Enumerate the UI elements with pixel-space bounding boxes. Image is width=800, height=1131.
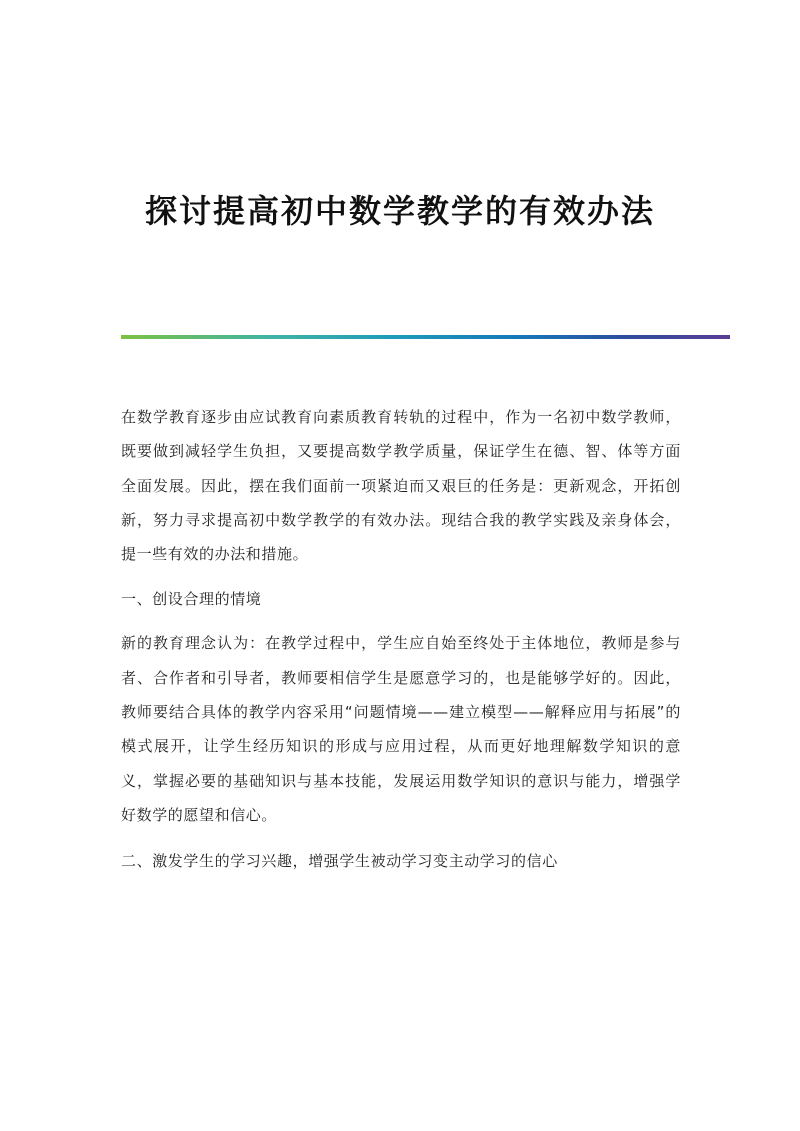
intro-paragraph: 在数学教育逐步由应试教育向素质教育转轨的过程中，作为一名初中数学教师，既要做到减轻学生负担，又要提高数学教学质量，保证学生在德、智、体等方面全面发展。因此，摆在我们面前一项紧迫而又艰巨的任务是：更新观念，开拓创新，努力寻求提高初中数学教学的有效办法。现结合我的教学实践及亲身体会，提一些有效的办法和措施。 <box>121 408 681 564</box>
title-divider <box>121 335 730 339</box>
section-heading-2: 二、激发学生的学习兴趣，增强学生被动学习变主动学习的信心 <box>121 852 558 871</box>
section-heading-1: 一、创设合理的情境 <box>121 590 262 609</box>
section-paragraph-1: 新的教育理念认为：在教学过程中，学生应自始至终处于主体地位，教师是参与者、合作者和引导者，教师要相信学生是愿意学习的，也是能够学好的。因此，教师要结合具体的教学内容采用“问题情境——建立模型——解释应用与拓展”的模式展开，让学生经历知识的形成与应用过程，从而更好地理解数学知识的意义，掌握必要的基础知识与基本技能，发展运用数学知识的意识与能力，增强学好数学的愿望和信心。 <box>121 634 681 824</box>
document-body <box>121 400 681 888</box>
document-title: 探讨提高初中数学教学的有效办法 <box>144 192 655 230</box>
